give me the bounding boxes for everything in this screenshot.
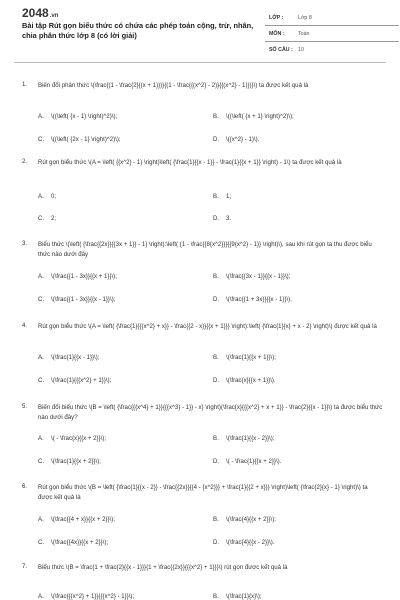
- option-letter: C.: [38, 539, 45, 546]
- option-letter: B.: [213, 193, 219, 200]
- option-text: \(\frac{{1 - 3x}}{{x - 1}}\);: [51, 296, 116, 303]
- option-text: \(\frac{4}{{x - 2}}\).: [226, 539, 275, 546]
- option-text: \((\left( {x - 1} \right)^2)\);: [51, 113, 118, 120]
- option-letter: D.: [213, 539, 220, 546]
- worksheet-header: [14, 0, 386, 63]
- option-letter: A.: [38, 516, 44, 523]
- meta-table: [265, 10, 399, 58]
- question-text: Rút gọn biểu thức \(B = \left( {\frac{1}{{x - 2}} - \frac{{2x}}{{4 - {x^2}}} + \frac{1}{{2 + x}}} \right)\left( {\frac{2}{x} - 1} \right)\) ta được kết quả là: [38, 484, 368, 501]
- option-letter: C.: [38, 215, 45, 222]
- question-text: Biến đổi biểu thức \(B = \left( {\frac{{{x^4} + 1}}{{{x^3} - 1}} - x} \right)(\frac{x}{{{x^2} + x + 1}} - \frac{2}{{x - 1}}\) ta được biểu thức nào dưới đây?: [38, 404, 383, 421]
- question-number: 4.: [22, 322, 28, 329]
- meta-row-subject: [265, 26, 399, 42]
- option-text: \(\frac{1}{{x - 2}}\);: [226, 435, 275, 442]
- question-number: 1.: [22, 81, 28, 88]
- logo-text: 2048: [22, 6, 49, 20]
- question-number: 5.: [22, 403, 28, 410]
- option-text: \(\frac{{4x}}{{x + 2}}\);: [51, 539, 109, 546]
- site-logo: [22, 6, 58, 20]
- option-text: 2;: [51, 215, 57, 222]
- question-text: Rút gọn biểu thức \(A = \left( {\frac{1}{{{x^2} + x}} - \frac{{2 - x}}{{x + 1}}} \right):\left( {\frac{1}{x} + x - 2} \right)\) được kết quả là: [38, 323, 377, 330]
- meta-value: Lớp 8: [298, 15, 312, 21]
- question-text: Rút gọn biểu thức \(A = \left( {{x^2} - 1} \right)\left( {\frac{1}{{x - 1}} - \frac{1}{{x + 1}} \right) - 1\) ta được kết quả là: [38, 159, 342, 166]
- option-letter: B.: [213, 516, 219, 523]
- option-text: \(\frac{1}{{x + 2}}\);: [51, 458, 101, 465]
- question-text: Biểu thức \(\left( {\frac{{2x}}{{3x + 1}} - 1} \right):\left( {1 - \frac{{8{x^2}}}{{9{x^2} - 1}} \right)\), sau khi rút gọn ta thu được biểu thức nào dưới đây: [38, 241, 372, 258]
- option-letter: D.: [213, 458, 220, 465]
- question-text: Biến đổi phân thức \(\frac{(1 - \frac{2}{(x + 1)})}{(1 - \frac{{(x^2} - 2)}{{(x^2} - 1)})}\) ta được kết quả là: [38, 82, 309, 89]
- option-letter: C.: [38, 377, 45, 384]
- option-text: \((\left( {x + 1} \right)^2)\);: [226, 113, 294, 120]
- question-number: 7.: [22, 563, 28, 570]
- option-letter: D.: [213, 136, 220, 143]
- option-text: \( - \frac{x}{{x + 2}}\);: [51, 435, 107, 442]
- option-text: 0;: [51, 193, 57, 200]
- option-text: \(\frac{{{x^2} + 1}}{{{x^2} - 1}}\);: [51, 593, 135, 600]
- option-letter: D.: [213, 377, 220, 384]
- option-letter: C.: [38, 296, 45, 303]
- option-letter: A.: [38, 593, 44, 600]
- option-text: \(\frac{4}{{x + 2}}\);: [226, 516, 276, 523]
- option-letter: D.: [213, 215, 220, 222]
- option-text: \(\frac{{1 + 3x}}{{x - 1}}\).: [226, 296, 292, 303]
- option-text: \(\frac{1}{x}\);: [226, 593, 262, 600]
- option-text: \( - \frac{1}{{x + 2}}\).: [226, 458, 282, 465]
- option-letter: C.: [38, 458, 45, 465]
- option-text: \(\frac{{3x - 1}}{{x - 1}}\);: [226, 273, 291, 280]
- question-number: 3.: [22, 240, 28, 247]
- option-text: \({x^2} - 1)\).: [226, 136, 260, 143]
- meta-key: LỚP :: [269, 15, 284, 21]
- option-letter: A.: [38, 273, 44, 280]
- question-text: Biểu thức \(B = \frac{1 + \frac{2}{{x - 1}}}{1 + \frac{{2x}}{{{x^2} + 1}}}\) rút gọn được kết quả là: [38, 564, 288, 571]
- option-text: 1;: [226, 193, 232, 200]
- question-number: 6.: [22, 483, 28, 490]
- meta-row-grade: [265, 10, 399, 26]
- option-letter: B.: [213, 354, 219, 361]
- question-number: 2.: [22, 158, 28, 165]
- worksheet-title: Bài tập Rút gọn biểu thức có chứa các phép toán cộng, trừ, nhân, chia phân thức lớp 8 (có lời giải): [22, 21, 254, 40]
- option-letter: A.: [38, 113, 44, 120]
- option-letter: A.: [38, 354, 44, 361]
- meta-value: Toán: [298, 31, 310, 37]
- option-text: \(\frac{x}{{x + 1}}\).: [226, 377, 276, 384]
- meta-key: SỐ CÂU :: [269, 47, 293, 53]
- option-letter: B.: [213, 435, 219, 442]
- option-text: \((\left( {2x - 1} \right)^2)\);: [51, 136, 121, 143]
- meta-row-count: [265, 42, 399, 58]
- option-text: \(\frac{{4 + x}}{{x + 2}}\);: [51, 516, 116, 523]
- option-letter: B.: [213, 593, 219, 600]
- option-letter: D.: [213, 296, 220, 303]
- option-text: \(\frac{1}{{x - 1}}\);: [51, 354, 100, 361]
- meta-key: MÔN :: [269, 31, 285, 37]
- option-letter: A.: [38, 435, 44, 442]
- option-text: 3.: [226, 215, 232, 222]
- logo-domain: .vn: [49, 13, 59, 19]
- meta-value: 10: [298, 47, 304, 53]
- option-letter: A.: [38, 193, 44, 200]
- option-letter: C.: [38, 136, 45, 143]
- option-text: \(\frac{1}{{x + 1}}\);: [226, 354, 276, 361]
- option-text: \(\frac{1}{{{x^2} + 1}}\);: [51, 377, 112, 384]
- option-letter: B.: [213, 273, 219, 280]
- option-text: \(\frac{{1 - 3x}}{{x + 1}}\);: [51, 273, 117, 280]
- option-letter: B.: [213, 113, 219, 120]
